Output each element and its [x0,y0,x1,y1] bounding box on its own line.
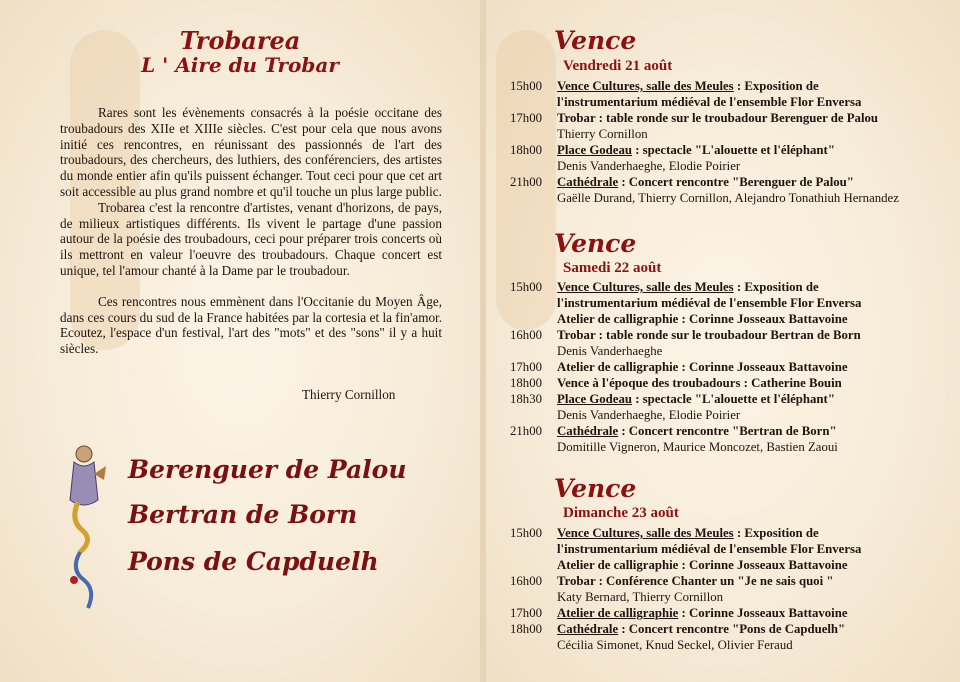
event-row [510,327,950,343]
troubadour-name: Bertran de Born [128,500,358,529]
day-town: Vence [554,26,637,55]
event-text [557,174,854,190]
event-row [510,525,950,541]
event-desc: Domitille Vigneron, Maurice Moncozet, Bastien Zaoui [557,440,838,454]
event-time: 21h00 [510,175,542,189]
intro-text [60,105,442,357]
event-row [510,541,950,557]
event-desc: : Concert rencontre "Berenguer de Palou" [618,175,854,189]
event-row [510,439,950,455]
event-row [510,190,950,206]
day-date: Dimanche 23 août [563,505,679,521]
event-time: 18h00 [510,143,542,157]
event-row [510,605,950,621]
event-row [510,375,950,391]
event-place: Cathédrale [557,424,619,438]
event-text [557,423,837,439]
event-desc: l'instrumentarium médiéval de l'ensemble Flor Enversa [557,296,862,310]
event-row [510,343,950,359]
day-town: Vence [554,229,637,258]
event-row [510,142,950,158]
event-text [557,190,899,206]
event-text [557,94,861,110]
event-desc: Denis Vanderhaeghe, Elodie Poirier [557,408,741,422]
event-row [510,78,950,94]
event-desc: l'instrumentarium médiéval de l'ensemble Flor Enversa [557,542,862,556]
troubadour-miniature-icon [60,440,108,610]
event-row [510,158,950,174]
event-desc: : Exposition de [733,526,819,540]
day-schedule [510,279,950,455]
event-row [510,279,950,295]
event-desc: Trobar : table ronde sur le troubadour Berenguer de Palou [557,111,879,125]
event-desc: l'instrumentarium médiéval de l'ensemble Flor Enversa [557,95,862,109]
event-place: Cathédrale [557,175,619,189]
troubadour-name: Pons de Capduelh [128,547,379,576]
day-date: Samedi 22 août [563,260,662,276]
day-date: Vendredi 21 août [563,58,673,74]
event-text [557,110,878,126]
event-text [557,78,819,94]
event-text [557,375,842,391]
event-row [510,407,950,423]
event-desc: Atelier de calligraphie : Corinne Josseaux Battavoine [557,312,848,326]
event-desc: : Concert rencontre "Pons de Capduelh" [618,622,846,636]
event-text [557,359,848,375]
event-desc: : Exposition de [733,280,819,294]
event-text [557,637,793,653]
event-desc: : spectacle "L'alouette et l'éléphant" [632,392,835,406]
event-time: 15h00 [510,79,542,93]
event-text [557,605,848,621]
event-text [557,541,861,557]
event-desc: Thierry Cornillon [557,127,648,141]
event-row [510,391,950,407]
event-text [557,391,835,407]
event-time: 17h00 [510,111,542,125]
event-row [510,311,950,327]
event-text [557,126,648,142]
event-text [557,439,838,455]
event-desc: Katy Bernard, Thierry Cornillon [557,590,724,604]
event-text [557,311,848,327]
event-place: Cathédrale [557,622,619,636]
event-desc: Atelier de calligraphie : Corinne Josseaux Battavoine [557,360,848,374]
event-time: 18h00 [510,376,542,390]
event-place: Vence Cultures, salle des Meules [557,526,734,540]
festival-title: Trobarea [179,26,301,55]
event-desc: Denis Vanderhaeghe [557,344,663,358]
event-row [510,359,950,375]
event-row [510,423,950,439]
signature: Thierry Cornillon [302,387,396,402]
event-row [510,557,950,573]
event-row [510,637,950,653]
event-text [557,621,845,637]
event-desc: Cécilia Simonet, Knud Seckel, Olivier Feraud [557,638,793,652]
event-text [557,343,662,359]
troubadour-name: Berenguer de Palou [128,455,407,484]
event-text [557,573,833,589]
day-schedule [510,525,950,653]
event-place: Vence Cultures, salle des Meules [557,79,734,93]
intro-paragraph: Trobarea c'est la rencontre d'artistes, venant d'horizons, de pays, de milieux artistiques différents. Ils vivent le partage d'une passion autour de la poésie des troubadours, ceci pour préparer trois concerts où ils mettront en valeur l'oeuvre des troubadours. Chaque concert est unique, tel l'amour chanté à la Dame par le troubadour. [60,199,442,278]
event-row [510,110,950,126]
event-time: 15h00 [510,526,542,540]
event-time: 18h30 [510,392,542,406]
event-time: 17h00 [510,606,542,620]
event-row [510,126,950,142]
event-row [510,589,950,605]
event-place: Place Godeau [557,392,632,406]
event-row [510,174,950,190]
intro-paragraph: Rares sont les évènements consacrés à la poésie occitane des troubadours des XIIe et XIIIe siècles. C'est pour cela que nous avons initié ces rencontres, en réunissant des passionnés de l'art des troubadours, des chercheurs, des luthiers, des conférenciers, des artistes du monde entier afin qu'ils puissent échanger. Tout ceci pour que cet art soit accessible au plus grand nombre et qu'il touche un plus large public. [60,105,442,199]
event-row [510,621,950,637]
event-desc: Atelier de calligraphie : Corinne Josseaux Battavoine [557,558,848,572]
event-time: 16h00 [510,574,542,588]
event-text [557,407,740,423]
event-text [557,327,861,343]
event-time: 18h00 [510,622,542,636]
intro-paragraph: Ces rencontres nous emmènent dans l'Occitanie du Moyen Âge, dans ces cours du sud de la France habitées par la cortesia et la fin'amor. Ecoutez, l'espace d'un festival, l'art des "mots" et des "sons" il y a huit siècles. [60,293,442,357]
day-schedule [510,78,950,206]
event-desc: Trobar : Conférence Chanter un "Je ne sais quoi " [557,574,834,588]
event-text [557,158,740,174]
event-time: 15h00 [510,280,542,294]
event-desc: : Exposition de [733,79,819,93]
event-place: Atelier de calligraphie [557,606,679,620]
event-row [510,94,950,110]
event-text [557,142,835,158]
event-desc: Trobar : table ronde sur le troubadour Bertran de Born [557,328,861,342]
event-place: Place Godeau [557,143,632,157]
event-desc: Gaëlle Durand, Thierry Cornillon, Alejandro Tonathiuh Hernandez [557,191,899,205]
event-time: 16h00 [510,328,542,342]
event-text [557,279,819,295]
event-desc: : Concert rencontre "Bertran de Born" [618,424,837,438]
event-time: 17h00 [510,360,542,374]
event-time: 21h00 [510,424,542,438]
event-text [557,557,848,573]
event-place: Vence Cultures, salle des Meules [557,280,734,294]
event-desc: : spectacle "L'alouette et l'éléphant" [632,143,835,157]
event-text [557,589,723,605]
event-row [510,573,950,589]
day-town: Vence [554,474,637,503]
event-text [557,295,861,311]
event-desc: Denis Vanderhaeghe, Elodie Poirier [557,159,741,173]
event-desc: : Corinne Josseaux Battavoine [678,606,848,620]
event-desc: Vence à l'époque des troubadours : Catherine Bouin [557,376,842,390]
festival-subtitle: L ' Aire du Trobar [141,53,339,77]
event-text [557,525,819,541]
event-row [510,295,950,311]
